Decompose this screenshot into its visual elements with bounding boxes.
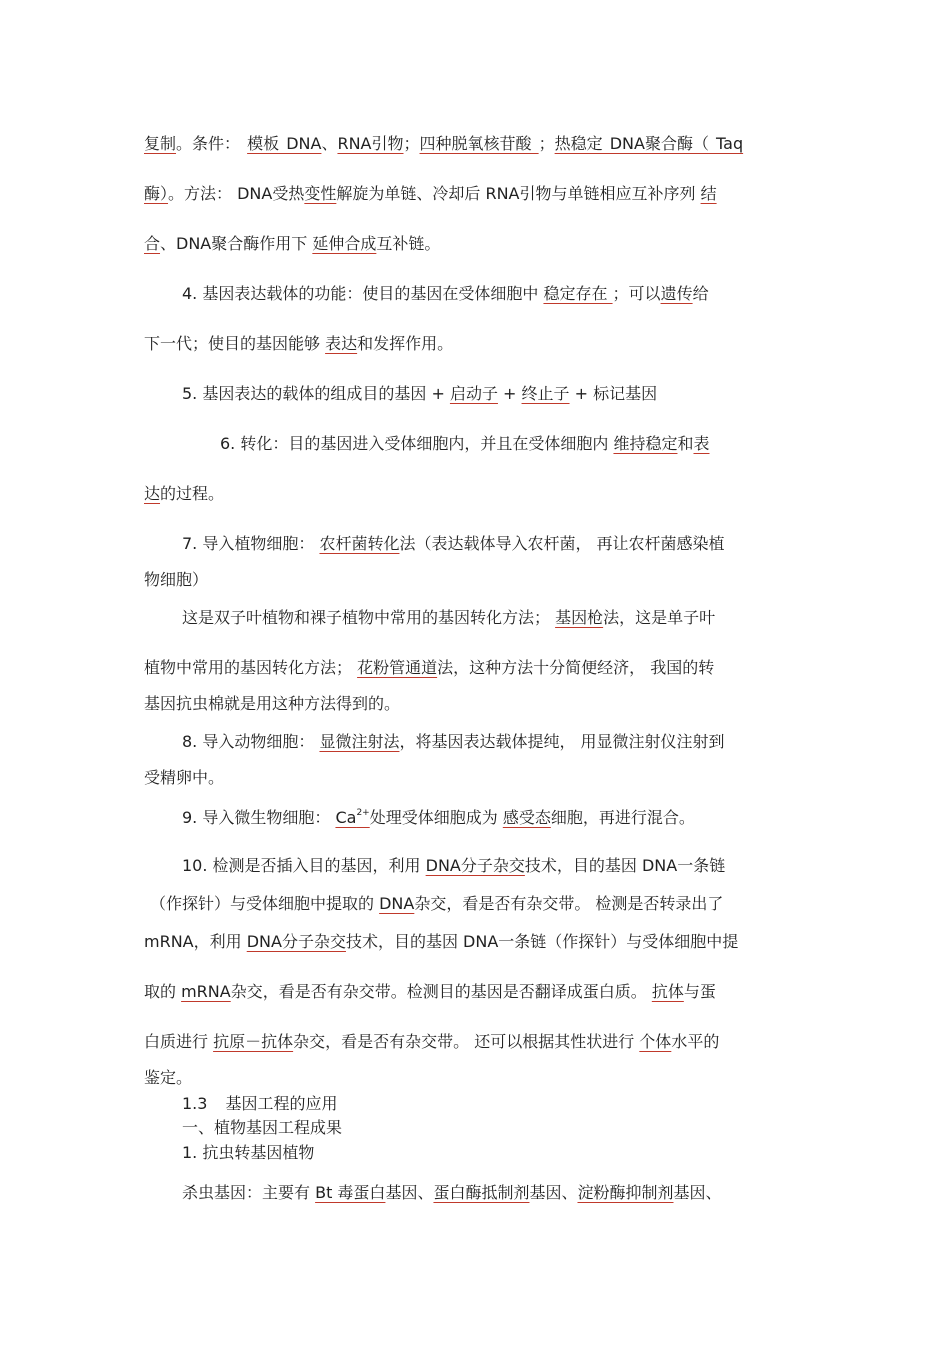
answer-blank: 热稳定 DNA聚合酶（ Taq [554,134,744,153]
text: 杀虫基因：主要有 [182,1183,316,1202]
answer-blank: 遗传 [660,284,693,303]
text: 与蛋 [683,982,716,1001]
answer-blank: 感受态 [502,808,551,827]
answer-blank: 表 [693,434,710,453]
text: + 标记基因 [569,384,658,403]
text: ，将基因表达载体提纯， 用显微注射仪注射到 [399,732,725,751]
text: 法，这是单子叶 [603,608,716,627]
answer-blank: DNA分子杂交 [246,932,346,951]
answer-blank: 花粉管通道 [357,658,438,677]
answer-blank: 抗体 [651,982,684,1001]
text: 互补链。 [376,234,441,253]
section-number: 1.3 [182,1094,208,1113]
text: 法，这种方法十分简便经济， 我国的转 [437,658,715,677]
text: 技术，目的基因 DNA一条链 [524,856,726,875]
answer-blank: 个体 [639,1032,672,1051]
text: 、 [321,134,338,153]
text: 、DNA聚合酶作用下 [160,234,313,253]
text: 技术，目的基因 DNA一条链（作探针）与受体细胞中提 [345,932,739,951]
text: 8. 导入动物细胞： [182,732,320,751]
answer-blank: 淀粉酶抑制剂 [577,1183,674,1202]
subsection-heading: 一、植物基因工程成果 [182,1118,343,1137]
item-heading: 1. 抗虫转基因植物 [182,1143,315,1162]
answer-blank: DNA分子杂交 [425,856,525,875]
text-line [182,808,695,828]
text: 9. 导入微生物细胞： [182,808,336,827]
answer-blank: Bt 毒蛋白 [315,1183,386,1202]
text-line [144,484,224,504]
answer-blank: 模板 DNA [247,134,322,153]
text-line: 物细胞） [144,570,209,589]
text: 白质进行 [144,1032,214,1051]
text: 细胞，再进行混合。 [550,808,695,827]
answer-blank: DNA [379,894,415,913]
answer-blank: 达 [144,484,161,503]
superscript: 2+ [356,808,370,818]
text-line [182,732,725,752]
text: 杂交，看是否有杂交带。检测目的基因是否翻译成蛋白质。 [230,982,652,1001]
answer-blank: 延伸合成 [312,234,377,253]
text-line [182,856,725,876]
section-heading [182,1094,337,1114]
answer-blank: 蛋白酶抵制剂 [433,1183,530,1202]
text: 植物中常用的基因转化方法； [144,658,358,677]
answer-blank: 酶） [144,184,169,203]
text-line [144,658,714,678]
text: 。条件： [176,134,248,153]
text-line [182,1183,722,1203]
text: 和发挥作用。 [357,334,454,353]
text-line [182,534,725,554]
text: 基因、 [385,1183,434,1202]
answer-blank: 启动子 [449,384,498,403]
answer-blank: 维持稳定 [613,434,678,453]
text: 6. 转化：目的基因进入受体细胞内，并且在受体细胞内 [220,434,614,453]
text: 的过程。 [160,484,225,503]
text-line [220,434,710,454]
text: 4. 基因表达载体的功能：使目的基因在受体细胞中 [182,284,544,303]
answer-blank: 抗原－抗体 [213,1032,294,1051]
text: 和 [677,434,694,453]
text: 法（表达载体导入农杆菌， 再让农杆菌感染植 [399,534,725,553]
text: 给 [692,284,709,303]
text: 杂交，看是否有杂交带。 还可以根据其性状进行 [293,1032,640,1051]
text: 5. 基因表达的载体的组成目的基因 + [182,384,450,403]
text-line: 基因抗虫棉就是用这种方法得到的。 [144,694,401,713]
text: （作探针）与受体细胞中提取的 [150,894,380,913]
text: mRNA，利用 [144,932,247,951]
text-line [182,284,709,304]
text-line [144,184,717,204]
text: + [497,384,522,403]
text: 。方法： DNA受热 [168,184,305,203]
answer-blank: 稳定存在 [543,284,613,303]
answer-blank: 四种脱氧核苷酸 [419,134,539,153]
answer-blank: RNA引物 [337,134,404,153]
text: 这是双子叶植物和裸子植物中常用的基因转化方法； [182,608,556,627]
text-line [144,932,738,952]
text: 基因、 [529,1183,578,1202]
text: 基因、 [673,1183,722,1202]
text: 下一代；使目的基因能够 [144,334,326,353]
section-title: 基因工程的应用 [225,1094,338,1113]
text: ； [538,134,555,153]
text-line [144,1032,719,1052]
answer-blank: 显微注射法 [319,732,400,751]
text-line [182,608,715,628]
text-line [150,894,723,914]
answer-blank: 变性 [304,184,337,203]
answer-blank: 基因枪 [555,608,604,627]
text: 7. 导入植物细胞： [182,534,320,553]
text: ；可以 [612,284,661,303]
text: 杂交，看是否有杂交带。 检测是否转录出了 [414,894,724,913]
answer-blank: 合 [144,234,161,253]
answer-blank: 复制 [144,134,177,153]
text-line [182,384,657,404]
text-line [144,134,743,154]
text-line: 鉴定。 [144,1068,193,1087]
text-line [144,982,716,1002]
answer-blank: mRNA [181,982,231,1001]
text-line [144,234,440,254]
text: 水平的 [671,1032,720,1051]
text: 处理受体细胞成为 [369,808,503,827]
answer-blank: 终止子 [521,384,570,403]
text: 解旋为单链、冷却后 RNA引物与单链相应互补序列 [336,184,701,203]
text-line [144,334,453,354]
text: Ca [335,808,357,827]
text: 取的 [144,982,182,1001]
answer-blank [335,808,369,827]
text: ； [403,134,420,153]
answer-blank: 表达 [325,334,358,353]
answer-blank: 结 [700,184,717,203]
text: 10. 检测是否插入目的基因，利用 [182,856,426,875]
text-line: 受精卵中。 [144,768,225,787]
answer-blank: 农杆菌转化 [319,534,400,553]
